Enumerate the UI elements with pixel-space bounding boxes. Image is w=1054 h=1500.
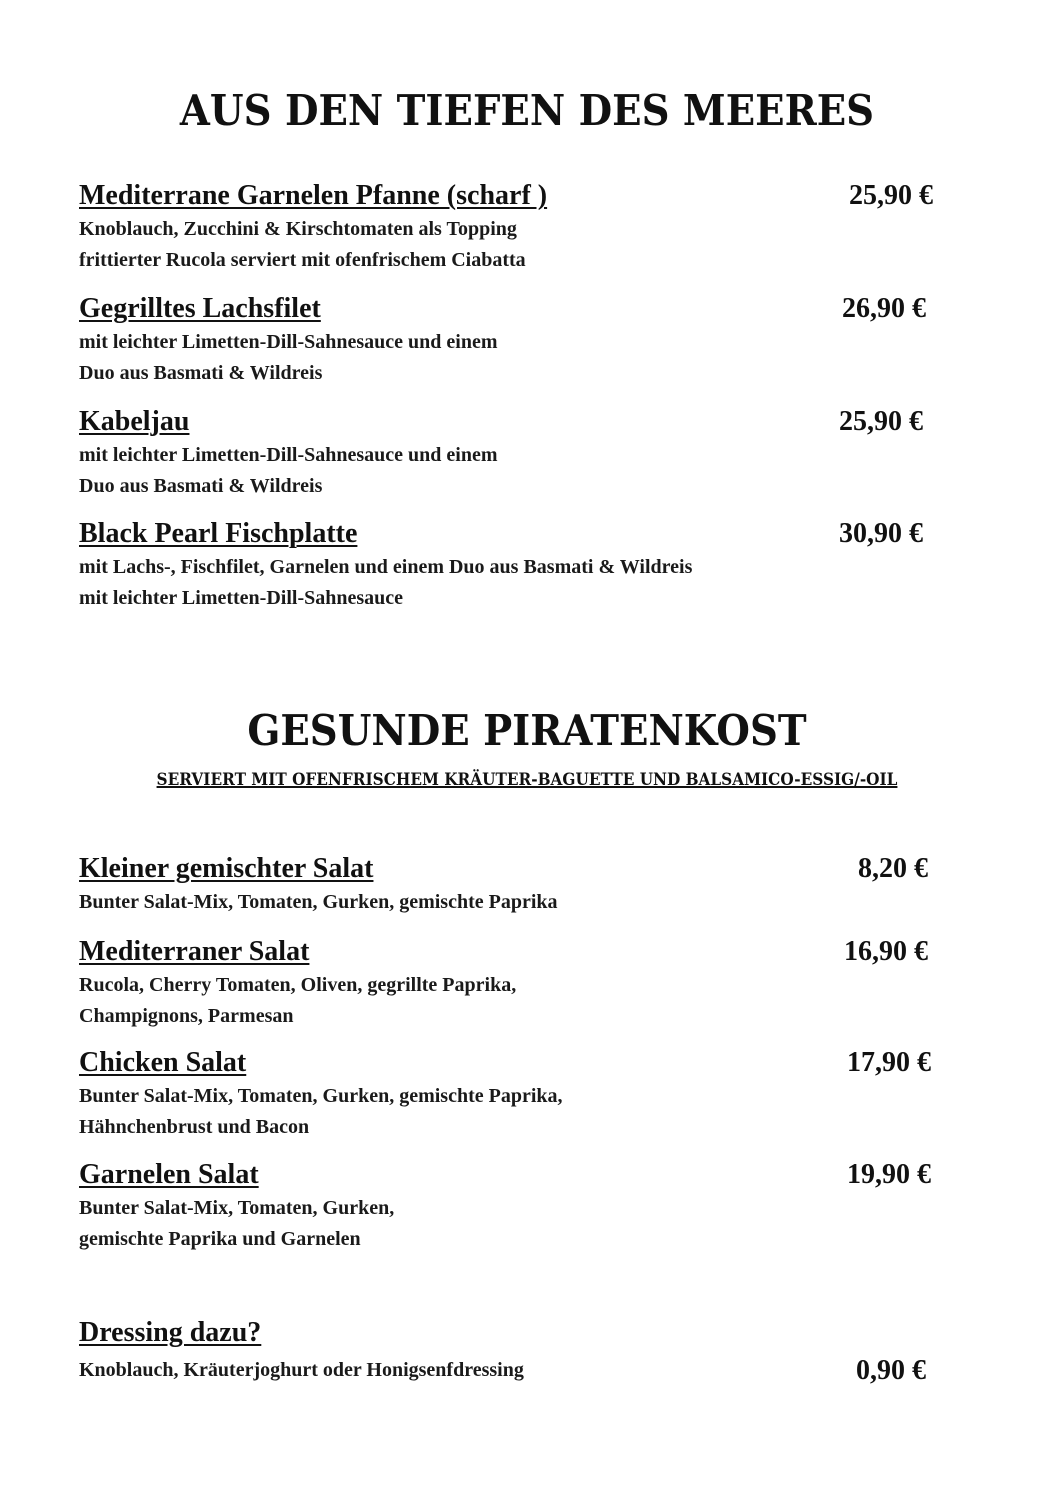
item-price: 25,90 € xyxy=(849,180,933,211)
menu-item xyxy=(79,518,959,614)
section-title-salads: GESUNDE PIRATENKOST xyxy=(247,706,807,755)
menu-item xyxy=(79,1047,959,1143)
item-description: mit leichter Limetten-Dill-Sahnesauce und einem Duo aus Basmati & Wildreis xyxy=(79,444,498,497)
menu-item xyxy=(79,406,959,502)
item-description: Rucola, Cherry Tomaten, Oliven, gegrillte Paprika, Champignons, Parmesan xyxy=(79,974,517,1027)
item-name: Mediterraner Salat xyxy=(79,936,310,967)
menu-item xyxy=(79,293,959,389)
item-price: 25,90 € xyxy=(839,406,923,437)
section-title-seafood: AUS DEN TIEFEN DES MEERES xyxy=(179,86,875,135)
item-price: 26,90 € xyxy=(842,293,926,324)
item-price: 16,90 € xyxy=(844,936,928,967)
item-description: mit leichter Limetten-Dill-Sahnesauce und einem Duo aus Basmati & Wildreis xyxy=(79,331,498,384)
item-name: Mediterrane Garnelen Pfanne (scharf ) xyxy=(79,180,548,211)
item-name: Dressing dazu? xyxy=(79,1317,262,1348)
item-name: Kabeljau xyxy=(79,406,190,437)
menu-item xyxy=(79,936,959,1032)
item-price: 30,90 € xyxy=(839,518,923,549)
item-name: Black Pearl Fischplatte xyxy=(79,518,358,549)
item-description: Knoblauch, Kräuterjoghurt oder Honigsenfdressing xyxy=(79,1359,524,1381)
item-description: Bunter Salat-Mix, Tomaten, Gurken, gemischte Paprika xyxy=(79,891,558,913)
item-description: mit Lachs-, Fischfilet, Garnelen und einem Duo aus Basmati & Wildreis mit leichter Limetten-Dill-Sahnesauce xyxy=(79,556,693,609)
item-description: Knoblauch, Zucchini & Kirschtomaten als Topping frittierter Rucola serviert mit ofenfrischem Ciabatta xyxy=(79,218,526,271)
item-name: Chicken Salat xyxy=(79,1047,247,1078)
item-price: 17,90 € xyxy=(847,1047,931,1078)
item-name: Kleiner gemischter Salat xyxy=(79,853,374,884)
menu-item xyxy=(79,1159,959,1255)
item-name: Garnelen Salat xyxy=(79,1159,259,1190)
item-price: 0,90 € xyxy=(856,1355,926,1386)
section-subtitle: SERVIERT MIT OFENFRISCHEM KRÄUTER-BAGUETTE UND BALSAMICO-ESSIG/-OIL xyxy=(156,770,898,790)
menu-item xyxy=(79,180,959,276)
menu-item-dressing xyxy=(79,1317,959,1386)
menu-item xyxy=(79,853,959,918)
item-description: Bunter Salat-Mix, Tomaten, Gurken, gemischte Paprika, Hähnchenbrust und Bacon xyxy=(79,1085,563,1138)
item-description: Bunter Salat-Mix, Tomaten, Gurken, gemischte Paprika und Garnelen xyxy=(79,1197,395,1250)
item-name: Gegrilltes Lachsfilet xyxy=(79,293,321,324)
item-price: 19,90 € xyxy=(847,1159,931,1190)
item-price: 8,20 € xyxy=(858,853,928,884)
